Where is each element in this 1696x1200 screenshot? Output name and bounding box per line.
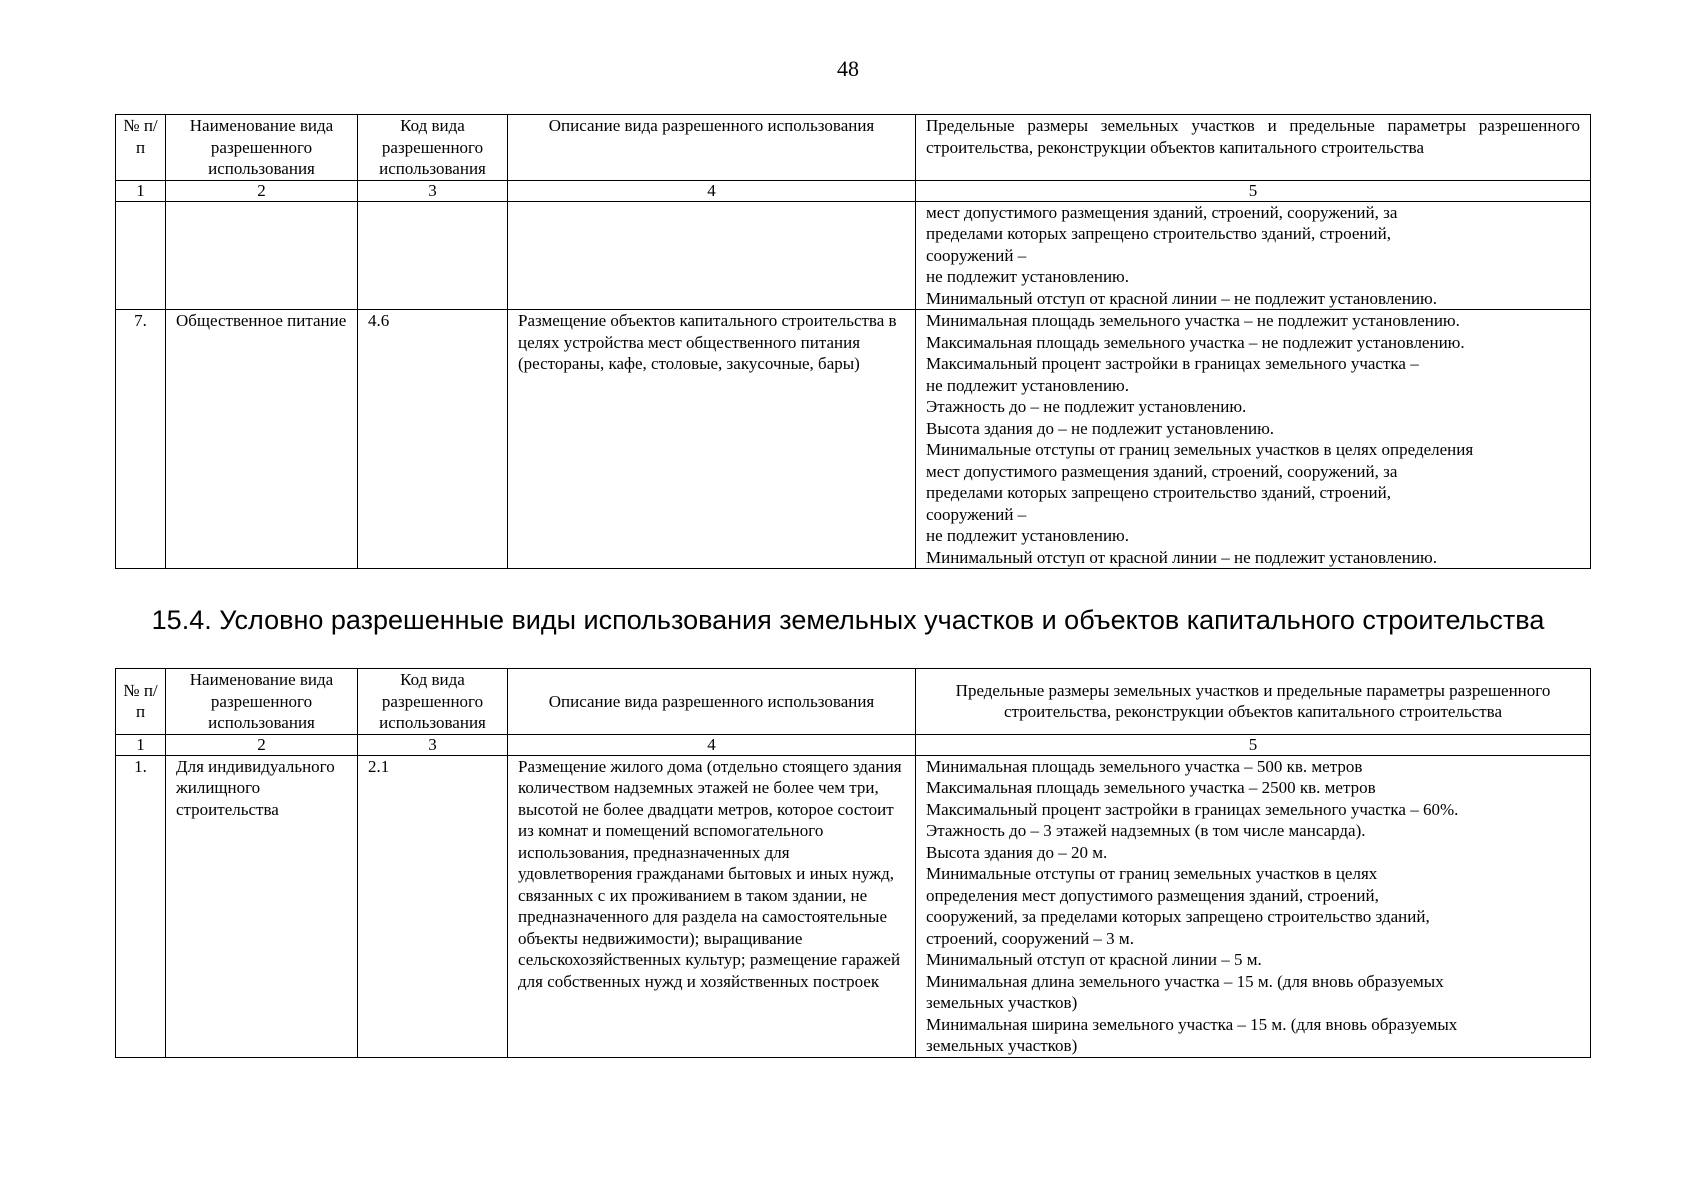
row-name-cell: Для индивидуального жилищного строительства (166, 755, 358, 1057)
table-header-row (116, 669, 1591, 735)
parameter-line: Минимальный отступ от красной линии – не подлежит установлению. (926, 288, 1437, 308)
header-number: № п/п (116, 115, 166, 181)
column-number-row (116, 734, 1591, 755)
row-parameters-cell (916, 310, 1591, 569)
column-number: 2 (166, 734, 358, 755)
parameter-line: Минимальные отступы от границ земельных участков в целях определения (926, 440, 1474, 459)
column-number: 5 (916, 734, 1591, 755)
header-number: № п/п (116, 669, 166, 735)
header-parameters: Предельные размеры земельных участков и предельные параметры разрешенного строительства, реконструкции объектов капитального строительства (916, 115, 1591, 181)
row-parameters-cell (916, 755, 1591, 1057)
header-code: Код вида разрешенного использования (358, 115, 508, 181)
row-number-cell: 7. (116, 310, 166, 569)
table-row (116, 201, 1591, 310)
row-code-cell (358, 201, 508, 310)
row-number-cell: 1. (116, 755, 166, 1057)
header-name: Наименование вида разрешенного использования (166, 669, 358, 735)
column-number: 1 (116, 734, 166, 755)
parameter-line: земельных участков) (926, 993, 1078, 1012)
row-name-cell (166, 201, 358, 310)
parameter-line: пределами которых запрещено строительство зданий, строений, (926, 483, 1391, 502)
land-use-table-main (115, 114, 1591, 569)
parameter-line: Максимальный процент застройки в границах земельного участка – 60%. (926, 799, 1459, 819)
parameter-line: мест допустимого размещения зданий, строений, сооружений, за (926, 202, 1398, 222)
column-number-row (116, 180, 1591, 201)
parameter-line: Максимальный процент застройки в границах земельного участка – (926, 354, 1419, 373)
parameter-line: Высота здания до – 20 м. (926, 842, 1108, 862)
parameter-line: сооружений – (926, 245, 1027, 265)
land-use-table-conditional (115, 668, 1591, 1058)
parameter-line: Этажность до – 3 этажей надземных (в том числе мансарда). (926, 821, 1366, 840)
parameter-line: Высота здания до – не подлежит установлению. (926, 418, 1275, 438)
parameter-line: сооружений – (926, 504, 1027, 524)
parameter-line: не подлежит установлению. (926, 375, 1130, 395)
parameter-line: определения мест допустимого размещения зданий, строений, (926, 885, 1379, 905)
header-description: Описание вида разрешенного использования (508, 115, 916, 181)
column-number: 3 (358, 734, 508, 755)
parameter-line: Этажность до – не подлежит установлению. (926, 397, 1247, 416)
parameter-line: земельных участков) (926, 1036, 1078, 1055)
parameter-line: Минимальная площадь земельного участка – 500 кв. метров (926, 756, 1363, 776)
header-parameters: Предельные размеры земельных участков и предельные параметры разрешенного строительства, реконструкции объектов капитального строительства (916, 669, 1591, 735)
column-number: 4 (508, 734, 916, 755)
header-code: Код вида разрешенного использования (358, 669, 508, 735)
row-description-cell: Размещение объектов капитального строительства в целях устройства мест общественного питания (рестораны, кафе, столовые, закусочные, бары) (508, 310, 916, 569)
page-number: 48 (837, 56, 859, 81)
row-name-cell: Общественное питание (166, 310, 358, 569)
parameter-line: не подлежит установлению. (926, 526, 1130, 545)
row-number-cell (116, 201, 166, 310)
row-code-cell: 2.1 (358, 755, 508, 1057)
column-number: 4 (508, 180, 916, 201)
column-number: 3 (358, 180, 508, 201)
parameter-line: пределами которых запрещено строительство зданий, строений, (926, 224, 1391, 243)
parameter-line: Минимальный отступ от красной линии – не подлежит установлению. (926, 547, 1437, 567)
row-description-cell (508, 201, 916, 310)
parameter-line: Минимальные отступы от границ земельных участков в целях (926, 864, 1378, 883)
parameter-line: Минимальная ширина земельного участка – 15 м. (для вновь образуемых (926, 1014, 1458, 1034)
parameter-line: Максимальная площадь земельного участка – 2500 кв. метров (926, 778, 1376, 797)
section-title: 15.4. Условно разрешенные виды использования земельных участков и объектов капитального строительства (151, 605, 1545, 635)
table-row (116, 310, 1591, 569)
column-number: 5 (916, 180, 1591, 201)
header-name: Наименование вида разрешенного использования (166, 115, 358, 181)
parameter-line: сооружений, за пределами которых запрещено строительство зданий, (926, 907, 1430, 926)
header-description: Описание вида разрешенного использования (508, 669, 916, 735)
column-number: 1 (116, 180, 166, 201)
table-row (116, 755, 1591, 1057)
parameter-line: мест допустимого размещения зданий, строений, сооружений, за (926, 461, 1398, 481)
parameter-line: не подлежит установлению. (926, 267, 1130, 286)
parameter-line: Минимальный отступ от красной линии – 5 м. (926, 950, 1262, 969)
column-number: 2 (166, 180, 358, 201)
parameter-line: Минимальная площадь земельного участка – не подлежит установлению. (926, 311, 1460, 330)
parameter-line: Максимальная площадь земельного участка – не подлежит установлению. (926, 332, 1465, 352)
parameter-line: Минимальная длина земельного участка – 15 м. (для вновь образуемых (926, 971, 1444, 991)
row-parameters-cell (916, 201, 1591, 310)
row-code-cell: 4.6 (358, 310, 508, 569)
parameter-line: строений, сооружений – 3 м. (926, 928, 1134, 948)
row-description-cell: Размещение жилого дома (отдельно стоящего здания количеством надземных этажей не более чем три, высотой не более двадцати метров, которое состоит из комнат и помещений вспомогательного использования, предназначенных для удовлетворения гражданами бытовых и иных нужд, связанных с их проживанием в таком здании, не предназначенного для раздела на самостоятельные объекты недвижимости); выращивание сельскохозяйственных культур; размещение гаражей для собственных нужд и хозяйственных построек (508, 755, 916, 1057)
table-header-row (116, 115, 1591, 181)
